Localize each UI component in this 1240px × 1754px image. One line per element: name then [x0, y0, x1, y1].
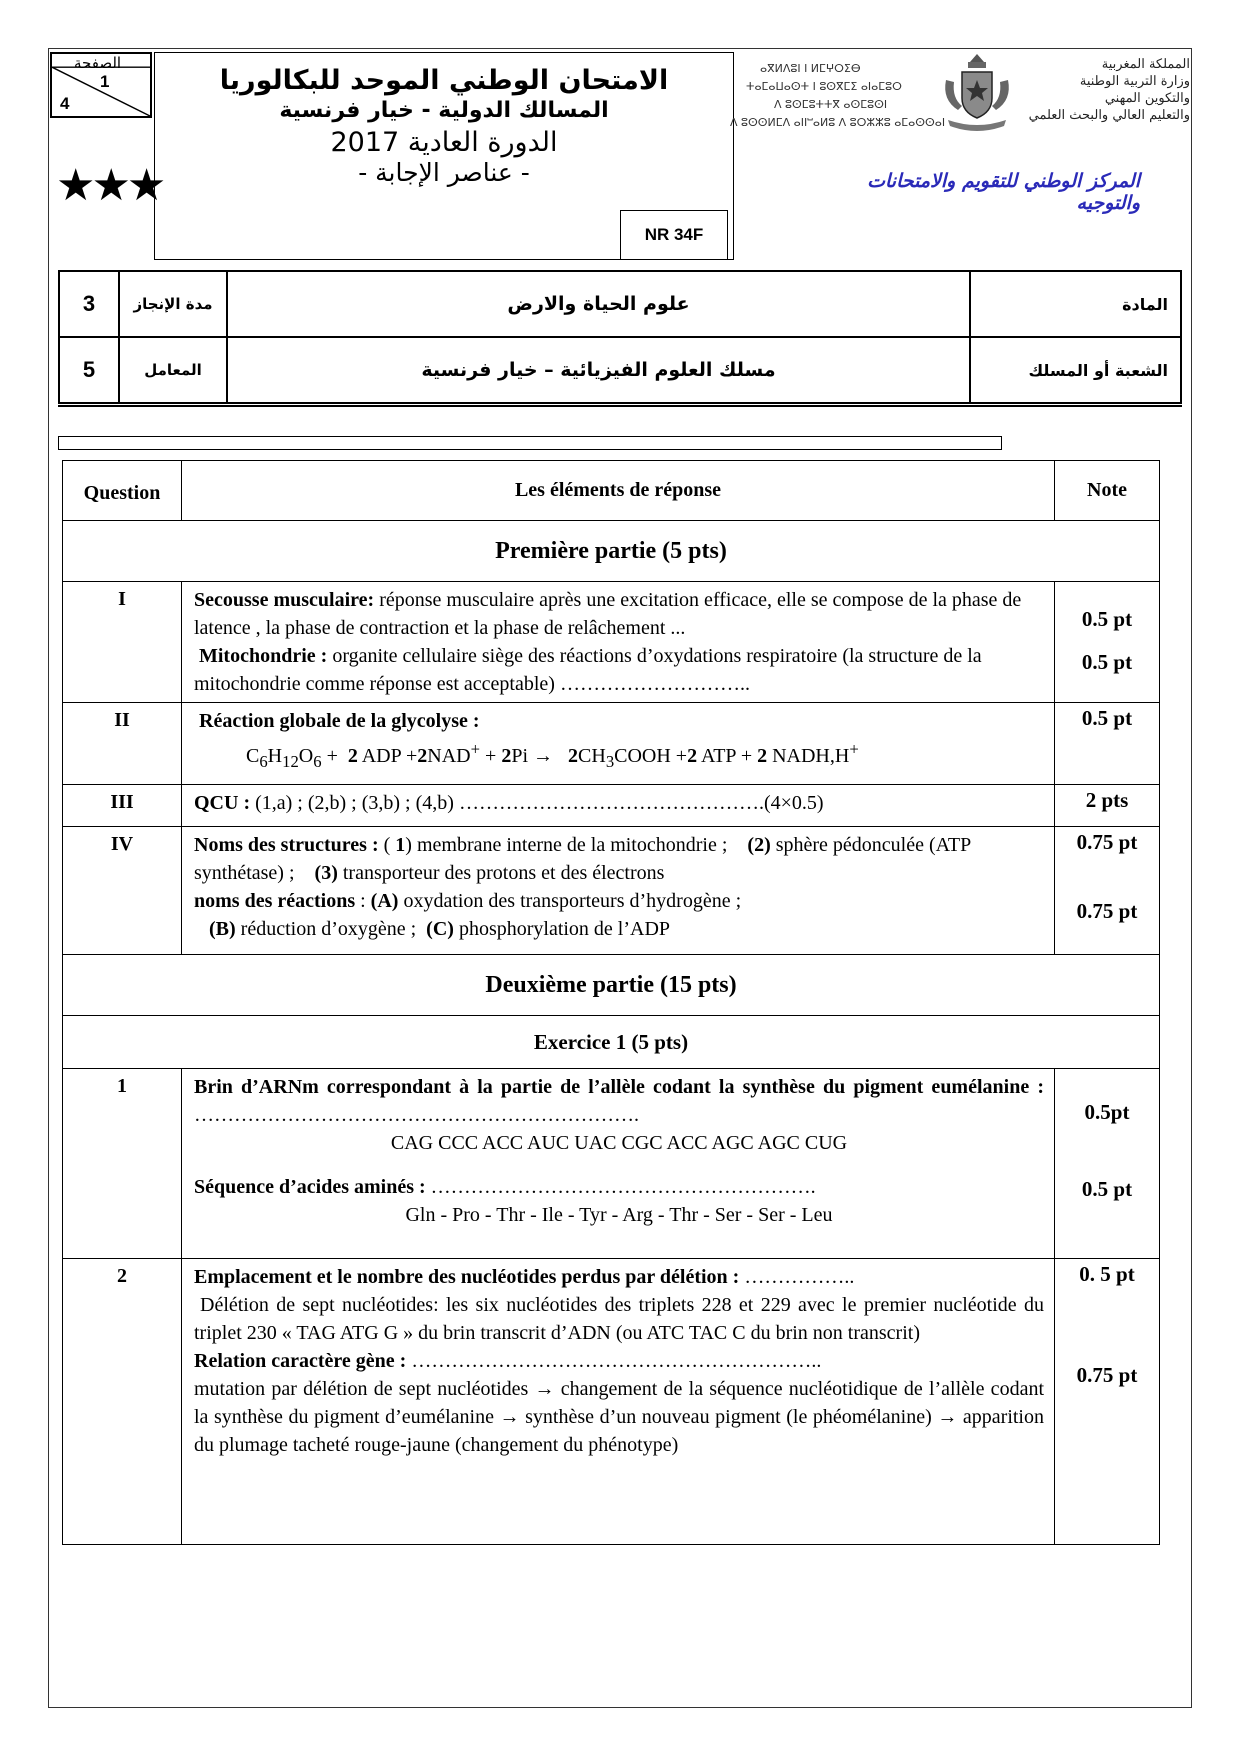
answer-dots: …………………………………………………………. — [194, 1104, 639, 1126]
question-id: III — [63, 785, 182, 827]
answer-term: Séquence d’acides aminés : — [194, 1176, 426, 1198]
answer-text: mutation par délétion de sept nucléotides → changement de la séquence nucléotidique de l’allèle codant la synthèse du pigment d’eumélanine → synthèse d’un nouveau pigment (le phéomélanine) → apparition du plumage tacheté rouge-jaune (changement du phénotype) — [194, 1378, 1044, 1456]
answer-cell — [182, 582, 1055, 703]
coat-of-arms-icon — [938, 50, 1016, 132]
info-row-subject — [59, 271, 1181, 337]
answer-cell: Noms des structures : ( 1) membrane interne de la mitochondrie ; (2) sphère pédonculée (ATP synthétase) ; (3) transporteur des protons et des électrons noms des réactions : (A) oxydation des transporteurs d’hydrogène ; (B) réduction d’oxygène ; (C) phosphorylation de l’ADP — [182, 827, 1055, 955]
answer-term: noms des réactions — [194, 890, 356, 912]
question-id: I — [63, 582, 182, 703]
stars-rating: ★★★ — [56, 160, 163, 211]
subject-info-table — [58, 270, 1182, 404]
answer-cell — [182, 1069, 1055, 1259]
answer-term: Brin d’ARNm correspondant à la partie de l’allèle codant la synthèse du pigment eumélanine : — [194, 1076, 1044, 1098]
subject-value: علوم الحياة والارض — [227, 271, 970, 337]
branch-value: مسلك العلوم الفيزيائية – خيار فرنسية — [227, 337, 970, 403]
ministry-name: وزارة التربية الوطنية — [1079, 74, 1190, 89]
answer-text: : — [355, 890, 371, 912]
note-cell — [1055, 703, 1160, 785]
note-value: 2 pts — [1085, 788, 1129, 812]
glycolysis-equation: $C_6H_{12}O_6 + 2$ ADP $+2NAD^+ + 2Pi \to 2CH_3COOH +2$ ATP + 2 NADH,H+ — [246, 739, 859, 771]
note-cell — [1055, 582, 1160, 703]
col-question: Question — [63, 461, 182, 521]
duration-label: مدة الإنجاز — [119, 271, 227, 337]
answer-term: Relation caractère gène : — [194, 1350, 407, 1372]
answer-term: Mitochondrie : — [199, 645, 328, 667]
ministry-line-4: والتعليم العالي والبحث العلمي — [1028, 108, 1190, 123]
note-value: 0. 5 pt — [1079, 1262, 1135, 1286]
answer-term: Noms des structures : — [194, 834, 379, 856]
question-id: 2 — [63, 1259, 182, 1545]
branch-label: الشعبة أو المسلك — [970, 337, 1181, 403]
info-row-branch — [59, 337, 1181, 403]
page-label: الصفحة — [74, 54, 122, 72]
separator-line — [58, 405, 1182, 407]
part1-title: Première partie (5 pts) — [63, 521, 1160, 582]
kingdom-name: المملكة المغربية — [1101, 57, 1190, 72]
answer-text: réduction d’oxygène ; — [235, 918, 417, 940]
exam-code: NR 34F — [620, 210, 728, 260]
duration-value: 3 — [59, 271, 119, 337]
answer-dots: …………………………………………………….. — [406, 1350, 822, 1372]
table-header — [63, 461, 1160, 521]
answer-term: Réaction globale de la glycolyse : — [199, 710, 480, 732]
answer-term: Secousse musculaire: — [194, 589, 375, 611]
amino-acid-sequence: Gln - Pro - Thr - Ile - Tyr - Arg - Thr - Ser - Ser - Leu — [405, 1204, 833, 1226]
table-row — [63, 703, 1160, 785]
answer-text: membrane interne de la mitochondrie ; — [411, 834, 728, 856]
answer-dots: …………….. — [739, 1266, 855, 1288]
answer-text: (1,a) ; (2,b) ; (3,b) ; (4,b) ……………………………………….(4×0.5) — [250, 792, 824, 814]
answer-text: transporteur des protons et des électrons — [337, 862, 665, 884]
table-row — [63, 1259, 1160, 1545]
page-number: 1 — [100, 72, 110, 91]
answer-cell — [182, 1259, 1055, 1545]
answer-text: Délétion de sept nucléotides: les six nucléotides des triplets 228 et 229 avec le premier nucléotide du triplet 230 « TAG ATG G » du brin transcrit d’ADN (ou ATC TAC C du brin non transcrit) — [194, 1294, 1044, 1344]
exam-track: المسالك الدولية - خيار فرنسية — [279, 98, 609, 123]
answer-term: Emplacement et le nombre des nucléotides perdus par délétion : — [194, 1266, 740, 1288]
question-id: IV — [63, 827, 182, 955]
tifinagh-line-4: ⴷ ⵓⵙⵙⵍⵎⴷ ⴰⵏⵏⵯⴰⵍⵓ ⴷ ⵓⵔⵣⵣⵓ ⴰⵎⴰⵙⵙⴰⵏ — [730, 116, 946, 129]
question-id: II — [63, 703, 182, 785]
note-value: 0.75 pt — [1076, 899, 1138, 923]
note-cell — [1055, 827, 1160, 955]
note-cell — [1055, 1069, 1160, 1259]
col-elements: Les éléments de réponse — [182, 461, 1055, 521]
answer-text: oxydation des transporteurs d’hydrogène ; — [398, 890, 742, 912]
exam-session: الدورة العادية 2017 — [330, 127, 558, 158]
coef-value: 5 — [59, 337, 119, 403]
section-part-1 — [63, 521, 1160, 582]
center-name: المركز الوطني للتقويم والامتحانات والتوجيه — [867, 170, 1140, 214]
tifinagh-line-3: ⴷ ⵓⵙⵎⵓⵜⵜⴳ ⴰⵙⵎⵓⵙⵏ — [774, 98, 888, 111]
note-value: 0.5 pt — [1081, 1177, 1133, 1201]
separator-bar — [58, 436, 1002, 450]
answer-text: organite cellulaire siège des réactions d’oxydations respiratoire (la structure de la mitochondrie comme réponse est acceptable) ……………………….. — [194, 645, 982, 695]
section-part-2 — [63, 955, 1160, 1016]
exam-title: الامتحان الوطني الموحد للبكالوريا — [219, 65, 669, 96]
tifinagh-line-2: ⵜⴰⵎⴰⵡⴰⵙⵜ ⵏ ⵓⵙⴳⵎⵉ ⴰⵏⴰⵎⵓⵔ — [746, 80, 902, 93]
coef-label: المعامل — [119, 337, 227, 403]
answer-cell — [182, 785, 1055, 827]
answer-text: sphère pédonculée (ATP synthétase) ; — [194, 834, 971, 884]
note-value: 0.5 pt — [1081, 607, 1133, 631]
exam-subtitle: - عناصر الإجابة - — [358, 158, 530, 187]
answer-dots: …………………………………………………. — [425, 1176, 816, 1198]
mrna-sequence: CAG CCC ACC AUC UAC CGC ACC AGC AGC CUG — [390, 1132, 848, 1154]
note-value: 0.5pt — [1084, 1100, 1130, 1124]
answer-text: réponse musculaire après une excitation efficace, elle se compose de la phase de latence , la phase de contraction et la phase de relâchement ... — [194, 589, 1022, 639]
ministry-line-3: والتكوين المهني — [1104, 91, 1190, 106]
answer-term: QCU : — [194, 792, 251, 814]
answer-cell — [182, 703, 1055, 785]
ministry-block — [1010, 56, 1190, 124]
page-number-box — [50, 52, 152, 118]
table-row — [63, 1069, 1160, 1259]
note-cell — [1055, 785, 1160, 827]
table-row — [63, 827, 1160, 955]
note-value: 0.75 pt — [1076, 1363, 1138, 1387]
note-value: 0.5 pt — [1081, 706, 1133, 730]
note-value: 0.5 pt — [1081, 650, 1133, 674]
answer-text: phosphorylation de l’ADP — [453, 918, 671, 940]
table-row — [63, 582, 1160, 703]
note-cell — [1055, 1259, 1160, 1545]
answer-table — [62, 460, 1160, 1545]
page-total: 4 — [60, 94, 70, 113]
note-value: 0.75 pt — [1076, 830, 1138, 854]
part2-title: Deuxième partie (15 pts) — [63, 955, 1160, 1016]
col-note: Note — [1055, 461, 1160, 521]
subject-label: المادة — [970, 271, 1181, 337]
question-id: 1 — [63, 1069, 182, 1259]
section-exercise-1 — [63, 1016, 1160, 1069]
table-row — [63, 785, 1160, 827]
tifinagh-line-1: ⴰⴳⵍⴷⵓⵏ ⵏ ⵍⵎⵖⵔⵉⴱ — [760, 62, 861, 75]
exercise1-title: Exercice 1 (5 pts) — [63, 1016, 1160, 1069]
